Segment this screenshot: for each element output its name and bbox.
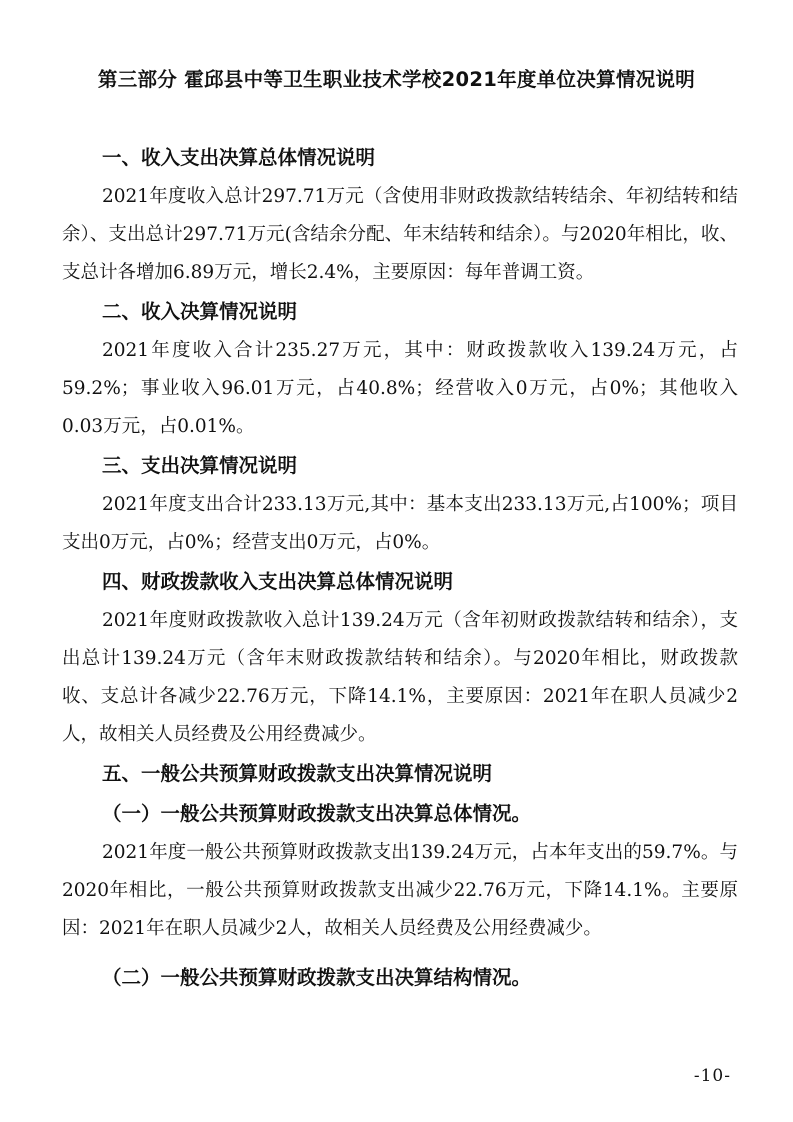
section-paragraph-5: 2021年度一般公共预算财政拨款支出139.24万元，占本年支出的59.7%。与2020年相比，一般公共预算财政拨款支出减少22.76万元，下降14.1%。主要原因：2021年在职人员减少2人，故相关人员经费及公用经费减少。: [62, 842, 738, 939]
section-heading-1: 一、收入支出决算总体情况说明: [102, 146, 376, 169]
section-paragraph-2: 2021年度收入合计235.27万元，其中：财政拨款收入139.24万元，占59.2%；事业收入96.01万元，占40.8%；经营收入0万元，占0%；其他收入0.03万元，占0.01%。: [62, 340, 738, 437]
section-heading-3: 三、支出决算情况说明: [102, 454, 298, 477]
section-heading-5: 五、一般公共预算财政拨款支出决算情况说明: [102, 762, 493, 785]
section-paragraph-4: 2021年度财政拨款收入总计139.24万元（含年初财政拨款结转和结余），支出总计139.24万元（含年末财政拨款结转和结余）。与2020年相比，财政拨款收、支总计各减少22.76万元，下降14.1%，主要原因：2021年在职人员减少2人，故相关人员经费及公用经费减少。: [62, 610, 738, 745]
section-heading-4: 四、财政拨款收入支出决算总体情况说明: [102, 570, 454, 593]
section-subheading-5-1: （一）一般公共预算财政拨款支出决算总体情况。: [102, 802, 532, 825]
page-number: -10-: [693, 1066, 731, 1086]
section-paragraph-3: 2021年度支出合计233.13万元,其中：基本支出233.13万元,占100%；项目支出0万元，占0%；经营支出0万元，占0%。: [62, 494, 738, 553]
section-subheading-5-2: （二）一般公共预算财政拨款支出决算结构情况。: [102, 966, 532, 989]
page-title: 第三部分 霍邱县中等卫生职业技术学校2021年度单位决算情况说明: [97, 68, 696, 91]
document-body: [62, 138, 738, 998]
section-heading-2: 二、收入决算情况说明: [102, 300, 298, 323]
section-paragraph-1: 2021年度收入总计297.71万元（含使用非财政拨款结转结余、年初结转和结余）、支出总计297.71万元(含结余分配、年末结转和结余）。与2020年相比，收、支总计各增加6.89万元，增长2.4%，主要原因：每年普调工资。: [62, 186, 738, 283]
